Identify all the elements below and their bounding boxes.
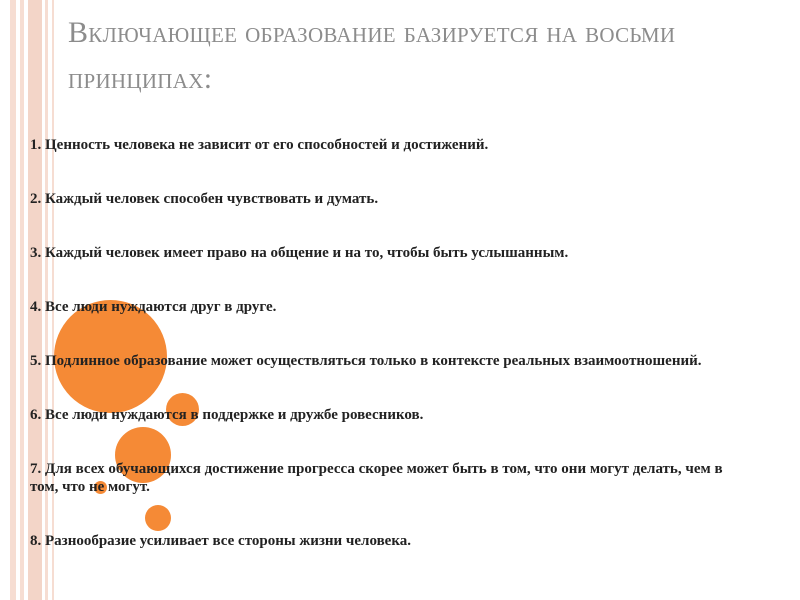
principle-item: 4. Все люди нуждаются друг в друге. <box>30 299 277 315</box>
principle-item: 7. Для всех обучающихся достижение прогресса скорее может быть в том, что они могут делать, чем в том, что не могут. <box>30 461 723 495</box>
principle-item: 6. Все люди нуждаются в поддержке и дружбе ровесников. <box>30 407 424 423</box>
principles-list <box>30 136 750 586</box>
slide-title: Включающее образование базируется на восьми принципах: <box>68 16 676 95</box>
principle-item: 8. Разнообразие усиливает все стороны жизни человека. <box>30 533 411 549</box>
principle-item: 2. Каждый человек способен чувствовать и думать. <box>30 191 379 207</box>
principle-item: 3. Каждый человек имеет право на общение и на то, чтобы быть услышанным. <box>30 245 569 261</box>
decorative-stripe <box>10 0 16 600</box>
principle-item: 1. Ценность человека не зависит от его способностей и достижений. <box>30 137 489 153</box>
decorative-stripe <box>20 0 24 600</box>
principle-item: 5. Подлинное образование может осуществляться только в контексте реальных взаимоотношений. <box>30 353 702 369</box>
